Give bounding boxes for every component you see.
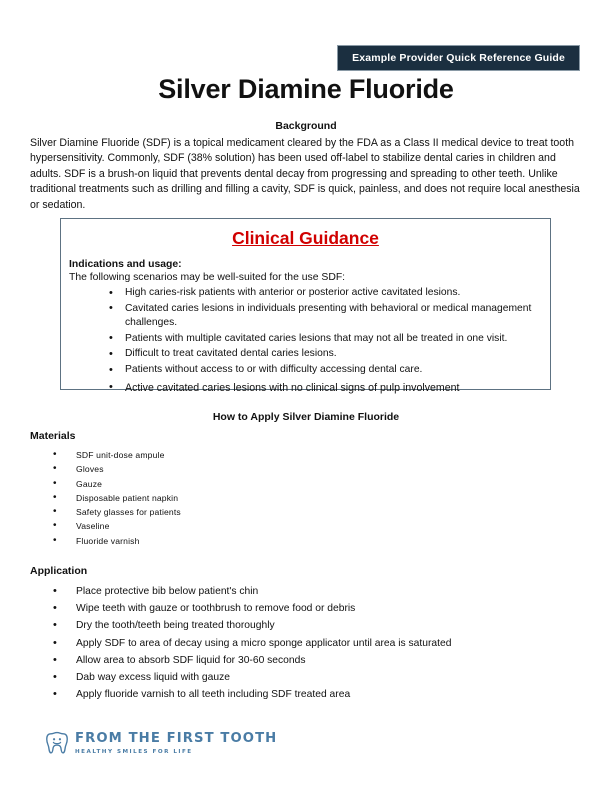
- tooth-smiley-icon: [44, 730, 70, 756]
- list-item: • Dry the tooth/teeth being treated thoroughly: [53, 617, 523, 634]
- materials-heading: Materials: [30, 430, 76, 442]
- list-item: • Difficult to treat cavitated dental caries lesions.: [109, 347, 550, 361]
- list-item: • Gloves: [53, 462, 373, 476]
- application-heading: Application: [30, 565, 88, 577]
- list-item: • Vaseline: [53, 519, 373, 533]
- clinical-guidance-title: Clinical Guidance: [232, 228, 379, 248]
- list-item: • Fluoride varnish: [53, 534, 373, 548]
- background-heading: Background: [275, 120, 337, 132]
- clinical-guidance-box: [60, 218, 551, 394]
- indications-and-usage-heading: Indications and usage:: [69, 259, 182, 270]
- list-item: • SDF unit-dose ampule: [53, 448, 373, 462]
- list-item: • Disposable patient napkin: [53, 491, 373, 505]
- logo-text: [75, 729, 277, 757]
- materials-list: [53, 448, 373, 548]
- list-item: • Active cavitated caries lesions with no clinical signs of pulp involvement: [109, 381, 550, 395]
- list-item: • Patients with multiple cavitated caries lesions that may not all be treated in one visit.: [109, 332, 550, 346]
- list-item: • Cavitated caries lesions in individuals presenting with behavioral or medical management challenges.: [109, 302, 565, 330]
- application-list: [53, 583, 523, 703]
- header-badge-row: [0, 45, 612, 71]
- list-item: • Dab way excess liquid with gauze: [53, 669, 523, 686]
- list-item: • Apply SDF to area of decay using a micro sponge applicator until area is saturated: [53, 635, 523, 652]
- list-item: • Allow area to absorb SDF liquid for 30-60 seconds: [53, 652, 523, 669]
- list-item: • Patients without access to or with difficulty accessing dental care.: [109, 363, 550, 377]
- footer-logo: [44, 729, 277, 757]
- quick-reference-guide-badge: Example Provider Quick Reference Guide: [337, 45, 580, 71]
- list-item: • Safety glasses for patients: [53, 505, 373, 519]
- indications-lead-in: The following scenarios may be well-suited for the use SDF:: [69, 272, 346, 283]
- list-item: • High caries-risk patients with anterior or posterior active cavitated lesions.: [109, 286, 550, 300]
- logo-tagline: HEALTHY SMILES FOR LIFE: [75, 749, 193, 755]
- list-item: • Gauze: [53, 477, 373, 491]
- page-title: Silver Diamine Fluoride: [158, 74, 454, 104]
- clinical-guidance-list: [61, 286, 550, 395]
- list-item: • Wipe teeth with gauze or toothbrush to remove food or debris: [53, 600, 523, 617]
- list-item: • Apply fluoride varnish to all teeth including SDF treated area: [53, 686, 523, 703]
- logo-name: FROM THE FIRST TOOTH: [75, 731, 278, 746]
- how-to-apply-heading: How to Apply Silver Diamine Fluoride: [212, 411, 400, 423]
- list-item: • Place protective bib below patient's chin: [53, 583, 523, 600]
- background-paragraph: Silver Diamine Fluoride (SDF) is a topical medicament cleared by the FDA as a Class II medical device to treat tooth hypersensitivity. Commonly, SDF (38% solution) has been used off-label to stabilize dental caries in children and adults. SDF is a brush-on liquid that prevents dental decay from progressing and spreading to other teeth. Unlike traditional treatments such as drilling and filling a cavity, SDF is quick, painless, and does not require local anesthesia or sedation.: [30, 137, 580, 211]
